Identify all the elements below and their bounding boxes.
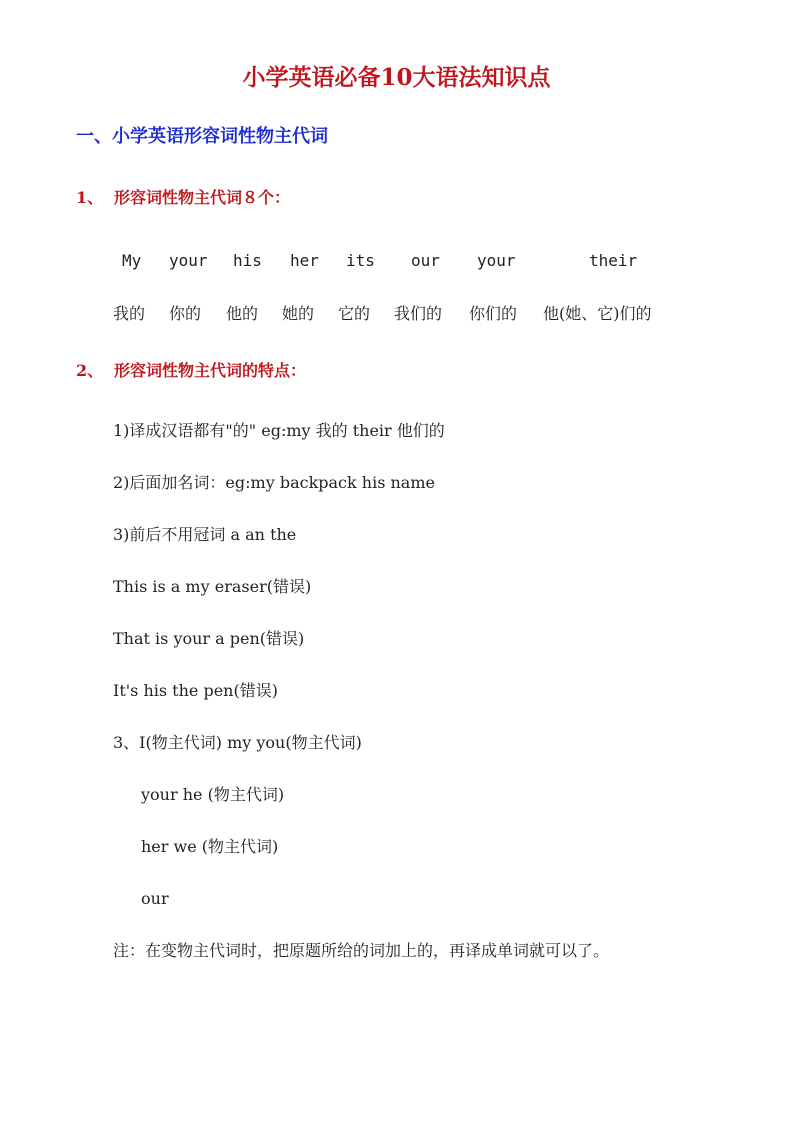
pronoun-zh-their: 他(她、它)们的 xyxy=(543,304,652,323)
pronoun-zh-our: 我们的 xyxy=(394,304,443,323)
note: 注：在变物主代词时，把原题所给的词加上的，再译成单词就可以了。 xyxy=(113,941,610,960)
pronoun-pair-her-we: her we (物主代词) xyxy=(141,837,279,856)
point-pronoun-pairs: 3、I(物主代词) my you(物主代词) xyxy=(113,733,362,752)
subheading-1 xyxy=(76,190,290,206)
pronoun-en-her: her xyxy=(290,251,319,270)
pronoun-zh-my: 我的 xyxy=(113,304,146,323)
pronoun-en-their: their xyxy=(589,251,638,270)
pronoun-en-our: our xyxy=(411,251,440,270)
point-no-article: 3)前后不用冠词 a an the xyxy=(113,525,297,544)
pronoun-en-your: your xyxy=(169,251,208,270)
pronoun-pair-our: our xyxy=(141,889,169,908)
pronoun-pair-your-he: your he (物主代词) xyxy=(141,785,285,804)
subheading-1-number: 1、 xyxy=(76,188,104,207)
pronoun-en-its: its xyxy=(346,251,375,270)
subheading-2-number: 2、 xyxy=(76,361,104,380)
pronoun-zh-his: 他的 xyxy=(226,304,259,323)
pronoun-zh-her: 她的 xyxy=(282,304,315,323)
subheading-2-text: 形容词性物主代词的特点： xyxy=(114,361,307,380)
section-heading-possessive-pronouns: 一、小学英语形容词性物主代词 xyxy=(76,126,328,147)
point-translation: 1)译成汉语都有"的" eg:my 我的 their 他们的 xyxy=(113,421,445,440)
example-wrong-3: It's his the pen(错误) xyxy=(113,681,278,700)
pronoun-zh-your: 你的 xyxy=(169,304,202,323)
pronoun-en-his: his xyxy=(233,251,262,270)
pronoun-zh-its: 它的 xyxy=(338,304,371,323)
example-wrong-2: That is your a pen(错误) xyxy=(113,629,305,648)
subheading-1-text: 形容词性物主代词８个： xyxy=(114,188,291,207)
pronoun-en-your-plural: your xyxy=(477,251,516,270)
pronoun-zh-your-plural: 你们的 xyxy=(469,304,518,323)
point-followed-by-noun: 2)后面加名词：eg:my backpack his name xyxy=(113,473,435,492)
example-wrong-1: This is a my eraser(错误) xyxy=(113,577,312,596)
subheading-2 xyxy=(76,363,306,379)
pronoun-en-my: My xyxy=(122,251,142,270)
document-title: 小学英语必备10大语法知识点 xyxy=(242,64,551,91)
